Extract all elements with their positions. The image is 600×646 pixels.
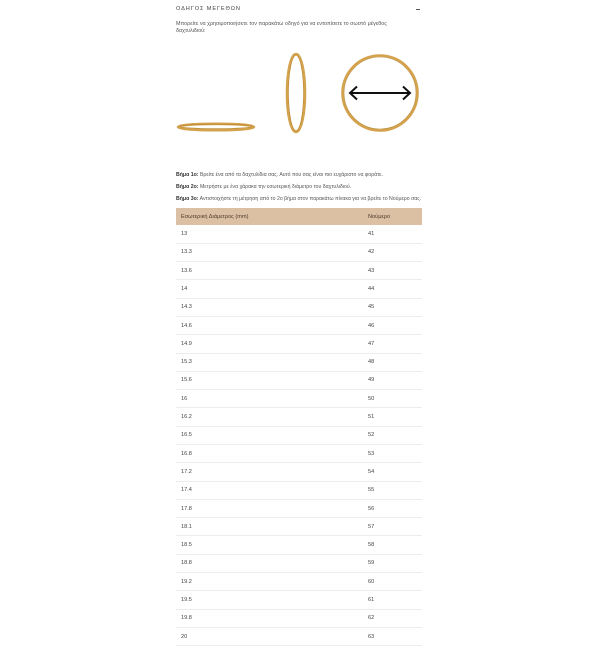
size-number-cell: 46 [363, 316, 422, 334]
table-row [176, 408, 422, 426]
table-row [176, 371, 422, 389]
ring-flat-icon [178, 124, 254, 130]
minus-icon[interactable] [415, 5, 422, 12]
table-row [176, 609, 422, 627]
size-number-cell: 57 [363, 518, 422, 536]
column-header-number: Νούμερο [363, 208, 422, 225]
size-number-cell: 50 [363, 390, 422, 408]
diameter-cell: 15.6 [176, 371, 363, 389]
step-3-label: Βήμα 3ο: [176, 196, 199, 203]
diameter-cell: 19.8 [176, 609, 363, 627]
diameter-cell: 14.9 [176, 335, 363, 353]
diameter-cell: 14.3 [176, 298, 363, 316]
ring-illustration [176, 50, 422, 146]
size-number-cell: 45 [363, 298, 422, 316]
size-table [176, 208, 422, 646]
table-row [176, 353, 422, 371]
size-number-cell: 59 [363, 554, 422, 572]
size-number-cell: 63 [363, 627, 422, 645]
size-number-cell: 48 [363, 353, 422, 371]
ring-side-icon [287, 54, 305, 132]
size-number-cell: 43 [363, 262, 422, 280]
size-number-cell: 47 [363, 335, 422, 353]
table-row [176, 298, 422, 316]
size-number-cell: 49 [363, 371, 422, 389]
ring-illustration-svg [176, 50, 422, 146]
diameter-cell: 16 [176, 390, 363, 408]
table-row [176, 243, 422, 261]
diameter-cell: 18.1 [176, 518, 363, 536]
diameter-cell: 13.3 [176, 243, 363, 261]
diameter-cell: 16.2 [176, 408, 363, 426]
size-number-cell: 56 [363, 499, 422, 517]
table-row [176, 426, 422, 444]
table-row [176, 463, 422, 481]
double-arrow-icon [350, 86, 410, 99]
table-row [176, 499, 422, 517]
size-table-body [176, 225, 422, 645]
diameter-cell: 17.2 [176, 463, 363, 481]
size-table-header-row [176, 208, 422, 225]
size-number-cell: 60 [363, 573, 422, 591]
table-row [176, 444, 422, 462]
step-1 [176, 172, 422, 179]
size-number-cell: 61 [363, 591, 422, 609]
step-3 [176, 196, 422, 203]
step-2-label: Βήμα 2ο: [176, 184, 199, 191]
size-number-cell: 55 [363, 481, 422, 499]
diameter-cell: 18.8 [176, 554, 363, 572]
size-number-cell: 41 [363, 225, 422, 243]
diameter-cell: 17.4 [176, 481, 363, 499]
size-number-cell: 44 [363, 280, 422, 298]
size-guide-header[interactable] [176, 0, 422, 18]
diameter-cell: 14 [176, 280, 363, 298]
table-row [176, 316, 422, 334]
size-number-cell: 53 [363, 444, 422, 462]
diameter-cell: 13 [176, 225, 363, 243]
table-row [176, 225, 422, 243]
size-table-header [176, 208, 422, 225]
column-header-diameter: Εσωτερική Διάμετρος (mm) [176, 208, 363, 225]
table-row [176, 280, 422, 298]
table-row [176, 554, 422, 572]
size-number-cell: 58 [363, 536, 422, 554]
step-2 [176, 184, 422, 191]
step-3-text: Αντιστοιχήστε τη μέτρηση από το 2ο βήμα στον παρακάτω πίνακα για να βρείτε το Νούμερο σας. [198, 196, 422, 203]
table-row [176, 536, 422, 554]
size-guide-title: ΟΔΗΓΟΣ ΜΕΓΕΘΩΝ [176, 6, 241, 12]
size-number-cell: 51 [363, 408, 422, 426]
diameter-cell: 13.6 [176, 262, 363, 280]
diameter-cell: 16.8 [176, 444, 363, 462]
diameter-cell: 20 [176, 627, 363, 645]
diameter-cell: 15.3 [176, 353, 363, 371]
step-1-text: Βρείτε ένα από τα δαχτυλίδια σας. Αυτό που σας είναι πιο ευχάριστο να φοράτε. [198, 171, 383, 178]
table-row [176, 591, 422, 609]
diameter-cell: 14.6 [176, 316, 363, 334]
diameter-cell: 16.5 [176, 426, 363, 444]
size-number-cell: 52 [363, 426, 422, 444]
table-row [176, 481, 422, 499]
table-row [176, 390, 422, 408]
size-number-cell: 42 [363, 243, 422, 261]
step-1-label: Βήμα 1ο: [176, 171, 199, 178]
table-row [176, 627, 422, 645]
size-guide-panel [176, 0, 422, 646]
table-row [176, 335, 422, 353]
instruction-steps [176, 172, 422, 204]
size-number-cell: 54 [363, 463, 422, 481]
table-row [176, 518, 422, 536]
table-row [176, 262, 422, 280]
diameter-cell: 18.5 [176, 536, 363, 554]
diameter-cell: 19.2 [176, 573, 363, 591]
table-row [176, 573, 422, 591]
step-2-text: Μετρήστε με ένα χάρακα την εσωτερική διάμετρο του δαχτυλιδιού. [198, 184, 352, 191]
intro-text: Μπορείτε να χρησιμοποιήσετε τον παρακάτω οδηγό για να εντοπίσετε το σωστό μέγεθος δαχτυλιδιού: [176, 21, 387, 35]
diameter-cell: 17.8 [176, 499, 363, 517]
size-number-cell: 62 [363, 609, 422, 627]
diameter-cell: 19.5 [176, 591, 363, 609]
